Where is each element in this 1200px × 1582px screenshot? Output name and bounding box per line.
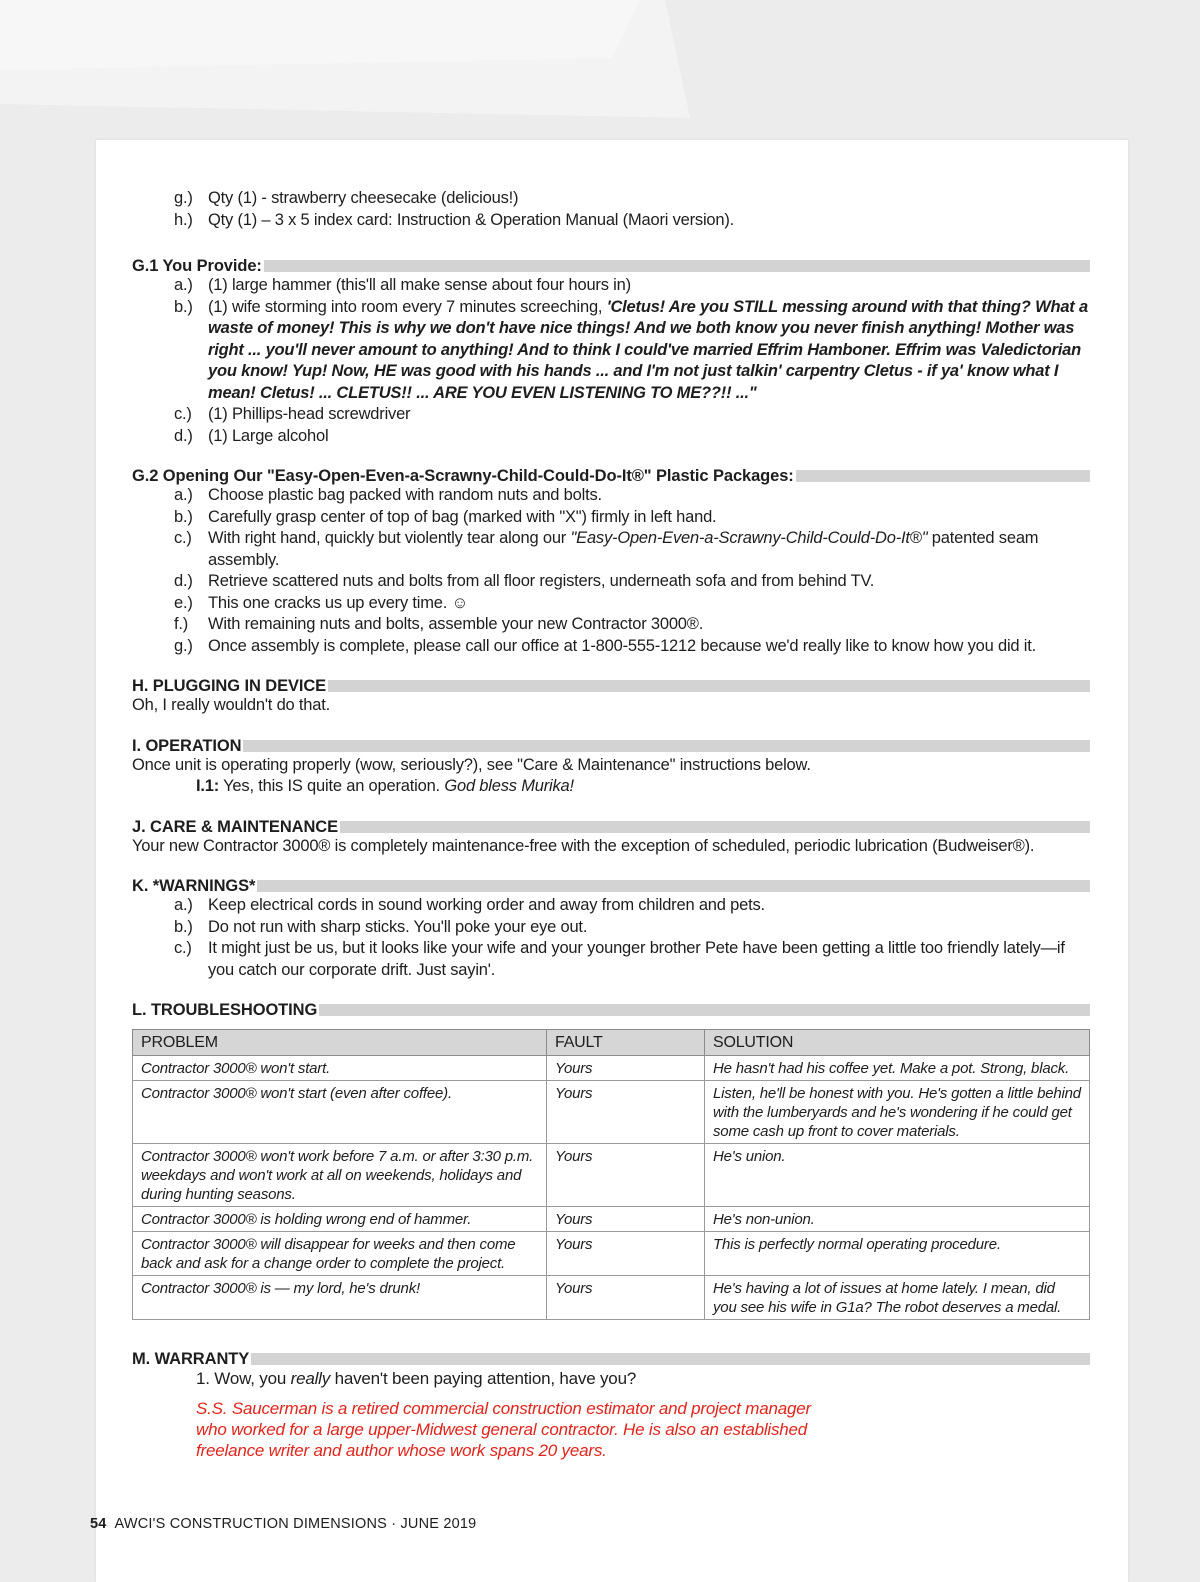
table-row: Contractor 3000® won't work before 7 a.m. or after 3:30 p.m. weekdays and won't work at all on weekends, holidays and during hunting seasons. Yours He's union. <box>133 1144 1090 1207</box>
magazine-page <box>90 140 1128 1582</box>
list-item: b.) Do not run with sharp sticks. You'll poke your eye out. <box>174 917 588 936</box>
header-solution: SOLUTION <box>705 1030 1090 1056</box>
table-header-row <box>133 1030 1090 1056</box>
list-item: a.) (1) large hammer (this'll all make sense about four hours in) <box>174 276 631 294</box>
list-item: a.) Keep electrical cords in sound working order and away from children and pets. <box>174 896 765 914</box>
section-bar <box>257 880 1090 892</box>
list-item: c.) It might just be us, but it looks like your wife and your younger brother Pete have been getting a little too friendly lately—if you catch our corporate drift. Just sayin'. <box>174 939 1065 979</box>
h-body: Oh, I really wouldn't do that. <box>132 696 331 714</box>
section-bar <box>319 1004 1090 1016</box>
g1-list <box>132 275 1090 447</box>
list-item: b.) Carefully grasp center of top of bag (marked with "X") firmly in left hand. <box>174 507 717 526</box>
intro-list <box>132 188 1090 231</box>
troubleshooting-table <box>132 1029 1090 1320</box>
m-item: 1. Wow, you really haven't been paying attention, have you? <box>196 1369 637 1388</box>
list-item: d.) (1) Large alcohol <box>174 426 329 445</box>
table-row: Contractor 3000® won't start. Yours He hasn't had his coffee yet. Make a pot. Strong, black. <box>133 1056 1090 1081</box>
author-bio: S.S. Saucerman is a retired commercial construction estimator and project manager who worked for a large upper-Midwest general contractor. He is also an established freelance writer and author whose work spans 20 years. <box>196 1398 811 1460</box>
table-row: Contractor 3000® is holding wrong end of hammer. Yours He's non-union. <box>133 1207 1090 1232</box>
table-row: Contractor 3000® won't start (even after coffee). Yours Listen, he'll be honest with you. He's gotten a little behind with the lumberyards and he's wondering if he could get some cash up front to cover materials. <box>133 1081 1090 1144</box>
section-heading-i: I. OPERATION <box>132 733 1090 755</box>
list-item: g.) Qty (1) - strawberry cheesecake (delicious!) <box>174 189 519 207</box>
section-bar <box>251 1353 1090 1365</box>
list-item: d.) Retrieve scattered nuts and bolts from all floor registers, underneath sofa and from behind TV. <box>174 572 875 590</box>
article-body <box>132 188 1090 1461</box>
section-bar <box>796 470 1090 482</box>
i-body: Once unit is operating properly (wow, seriously?), see "Care & Maintenance" instructions below. <box>132 755 811 774</box>
header-problem: PROBLEM <box>133 1030 547 1056</box>
section-bar <box>340 821 1090 833</box>
section-heading-g2: G.2 Opening Our "Easy-Open-Even-a-Scrawny-Child-Could-Do-It®" Plastic Packages: <box>132 463 1090 485</box>
section-bar <box>243 740 1090 752</box>
list-item: b.) (1) wife storming into room every 7 minutes screeching, 'Cletus! Are you STILL messing around with that thing? What a waste of money! This is why we don't have nice things! And we both know you never finish anything! Mother was right ... you'll never amount to anything! And to think I could've married Effrim Hamboner. Effrim was Valedictorian you know! Yup! Now, HE was good with his hands ... and I'm not just talkin' carpentry Cletus - if ya' know what I mean! Cletus! ... CLETUS!! ... ARE YOU EVEN LISTENING TO ME??!! ..." <box>174 297 1088 402</box>
section-heading-m: M. WARRANTY <box>132 1346 1090 1368</box>
section-heading-k: K. *WARNINGS* <box>132 873 1090 895</box>
list-item: c.) (1) Phillips-head screwdriver <box>174 405 411 423</box>
list-item: h.) Qty (1) – 3 x 5 index card: Instruction & Operation Manual (Maori version). <box>174 210 735 229</box>
section-heading-g1: G.1 You Provide: <box>132 253 1090 275</box>
header-fault: FAULT <box>547 1030 705 1056</box>
publication-name: AWCI'S CONSTRUCTION DIMENSIONS · JUNE 2019 <box>114 1516 477 1532</box>
table-row: Contractor 3000® will disappear for weeks and then come back and ask for a change order to complete the project. Yours This is perfectly normal operating procedure. <box>133 1232 1090 1276</box>
section-heading-h: H. PLUGGING IN DEVICE <box>132 673 1090 695</box>
wife-quote: 'Cletus! Are you STILL messing around with that thing? What a waste of money! This is why we don't have nice things! And we both know you never finish anything! Mother was right ... you'll never amount to anything! And to think I could've married Effrim Hamboner. Effrim was Valedictorian you know! Yup! Now, HE was good with his hands ... and I'm not just talkin' carpentry Cletus - if ya' know what I mean! Cletus! ... CLETUS!! ... ARE YOU EVEN LISTENING TO ME??!! ..." <box>208 297 1088 402</box>
i-subitem: I.1: Yes, this IS quite an operation. God bless Murika! <box>196 777 574 795</box>
table-row: Contractor 3000® is — my lord, he's drunk! Yours He's having a lot of issues at home lately. I mean, did you see his wife in G1a? The robot deserves a medal. <box>133 1276 1090 1320</box>
section-bar <box>328 680 1090 692</box>
g2-list <box>132 485 1090 657</box>
section-heading-j: J. CARE & MAINTENANCE <box>132 814 1090 836</box>
list-item: f.) With remaining nuts and bolts, assemble your new Contractor 3000®. <box>174 615 704 633</box>
list-item: e.) This one cracks us up every time. ☺ <box>174 593 469 612</box>
list-item: a.) Choose plastic bag packed with random nuts and bolts. <box>174 486 602 504</box>
page-number: 54 <box>90 1516 107 1532</box>
j-body: Your new Contractor 3000® is completely maintenance-free with the exception of scheduled, periodic lubrication (Budweiser®). <box>132 836 1035 855</box>
section-bar <box>264 260 1090 272</box>
list-item: c.) With right hand, quickly but violently tear along our "Easy-Open-Even-a-Scrawny-Child-Could-Do-It®" patented seam assembly. <box>174 529 1039 569</box>
page-footer <box>90 1516 476 1532</box>
k-list <box>132 895 1090 981</box>
section-heading-l: L. TROUBLESHOOTING <box>132 997 1090 1019</box>
list-item: g.) Once assembly is complete, please call our office at 1-800-555-1212 because we'd really like to know how you did it. <box>174 636 1037 655</box>
